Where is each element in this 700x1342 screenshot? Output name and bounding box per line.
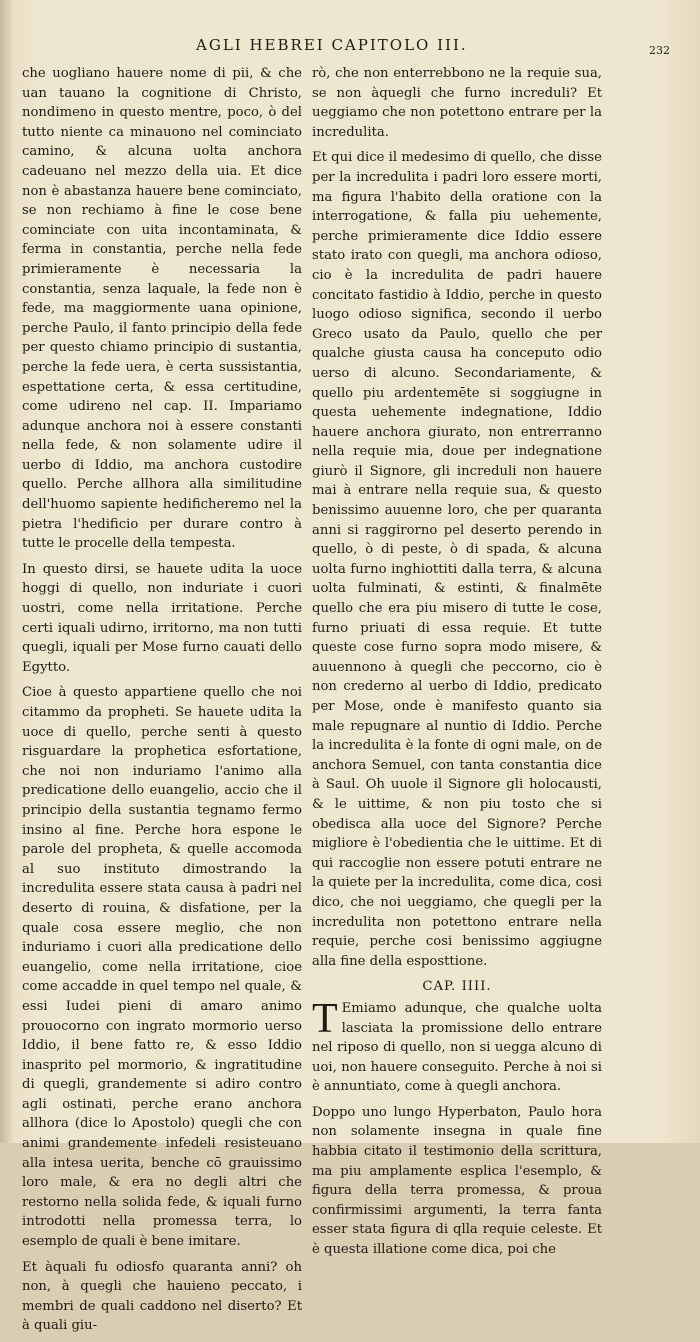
chapter-text: Emiamo adunque, che qualche uolta lasciata la promissione dello entrare nel riposo di quello, non si uegga alcuno di uoi, non hauere conseguito. Perche à noi si è annuntiato, come à quegli anchora.: [312, 1000, 602, 1095]
running-head: AGLI HEBREI CAPITOLO III.: [196, 36, 468, 54]
paragraph: In questo dirsi, se hauete udita la uoce hoggi di quello, non induriate i cuori uostri, come nella irritatione. Perche certi iquali udirno, irritorno, ma non tutti quegli, iquali per Mose furno cauati dello Egytto.: [22, 561, 302, 675]
drop-cap: T: [312, 995, 338, 1042]
paragraph: che uogliano hauere nome di pii, & che uan tauano la cognitione di Christo, nondimeno in questo mentre, poco, ò del tutto niente ca minauono nel cominciato camino, & alcuna uolta anchora cadeuano nel mezzo della uia. Et dice non è abastanza hauere bene cominciato, se non rechiamo à fine le cose bene cominciate con uita incontaminata, & ferma in constantia, perche nella fede primieramente è necessaria la constantia, senza laquale, la fede non è fede, ma maggiormente uana opinione, perche Paulo, il fanto principio della fede per questo chiamo principio di sustantia, perche la fede uera, è certa sussistantia, espettatione certa, & essa certitudine, come udireno nel cap. II. Impariamo adunque anchora noi à essere constanti nella fede, & non solamente udire il uerbo di Iddio, ma anchora custodire quello. Perche allhora alla similitudine dell'huomo sapiente hedificheremo nel la pietra l'hedificio per durare contro à tutte le procelle della tempesta.: [22, 66, 302, 552]
paragraph: Et àquali fu odiosfo quaranta anni? oh non, à quegli che hauieno peccato, i membri de quali caddono nel diserto? Et à quali giu-: [22, 1259, 302, 1334]
paragraph: rò, che non enterrebbono ne la requie sua, se non àquegli che furno increduli? Et ueggiamo che non potettono entrare per la incredulita.: [312, 66, 602, 140]
paragraph: Doppo uno lungo Hyperbaton, Paulo hora non solamente insegna in quale fine habbia citato il testimonio della scrittura, ma piu amplamente esplica l'esemplo, & figura della terra promessa, & proua confirmissimi argumenti, la terra fanta esser stata figura di qlla requie celeste. Et è questa illatione come dica, poi che: [312, 1104, 602, 1258]
left-column: [22, 64, 302, 1342]
paragraph: Et qui dice il medesimo di quello, che disse per la incredulita i padri loro essere morti, ma figura l'habito della oratione con la interrogatione, & falla piu uehemente, perche primieramente dice Iddio essere stato irato con quegli, ma anchora odioso, cio è la incredulita de padri hauere concitato fastidio à Iddio, perche in questo luogo odioso significa, secondo il uerbo Greco usato da Paulo, quello che per qualche giusta causa ha conceputo odio uerso di alcuno. Secondariamente, & quello piu ardentemēte si soggiugne in questa uehemente indegnatione, Iddio hauere anchora giurato, non entrerranno nella requie mia, doue per indegnatione giurò il Signore, gli increduli non hauere mai à entrare nella requie sua, & questo benissimo auuenne loro, che per quaranta anni si raggirorno pel deserto perendo in quello, ò di peste, ò di spada, & alcuna uolta furno inghiottiti dalla terra, & alcuna uolta fulminati, & estinti, & finalmēte quello che era piu misero di tutte le cose, furno priuati di essa requie. Et tutte queste cose furno sopra modo misere, & auuennono à quegli che peccorno, cio è non crederno al uerbo di Iddio, predicato per Mose, onde è manifesto quanto sia male repugnare al nuntio di Iddio. Perche la incredulita è la fonte di ogni male, on de anchora Semuel, con tanta constantia dice à Saul. Oh uuole il Signore gli holocausti, & le uittime, & non piu tosto che si obedisca alla uoce del Signore? Perche migliore è l'obedientia che le uittime. Et di qui raccoglie non essere potuti entrare ne la quiete per la incredulita, come dica, cosi dico, che noi ueggiamo, che quegli per la incredulita non potettono entrare nella requie, perche cosi benissimo aggiugne alla fine della esposttione.: [312, 150, 602, 969]
paragraph: Cioe à questo appartiene quello che noi citammo da propheti. Se hauete udita la uoce di quello, perche senti à questo risguardare la prophetica esfortatione, che noi non induriamo l'animo alla predicatione dello euangelio, accio che il principio della sustantia tegnamo fermo insino al fine. Perche hora espone le parole del propheta, & quelle accomoda al suo instituto dimostrando la incredulita essere stata causa à padri nel deserto di rouina, & disfatione, per la quale cosa essere meglio, che non induriamo i cuori alla predicatione dello euangelio, come nella irritatione, cioe come accadde in quel tempo nel quale, & essi Iudei pieni di amaro animo prouocorno con ingrato mormorio uerso Iddio, il bene fatto re, & esso Iddio inasprito pel mormorio, & ingratitudine di quegli, grandemente si adiro contro agli ostinati, perche erano anchora allhora (dice lo Apostolo) quegli che con animi grandemente infedeli resisteuano alla intesa uerita, benche cō grauissimo loro male, & era no degli altri che restorno nella solida fede, & iquali furno introdotti nella promessa terra, lo esemplo de quali è bene imitare.: [22, 685, 302, 1250]
page-header: [20, 36, 678, 58]
right-column: [312, 64, 602, 1266]
gutter-shadow: [0, 0, 14, 1143]
chapter-heading: CAP. IIII.: [422, 979, 492, 995]
page-number: 232: [649, 44, 670, 57]
chapter-paragraph: [312, 995, 602, 1097]
